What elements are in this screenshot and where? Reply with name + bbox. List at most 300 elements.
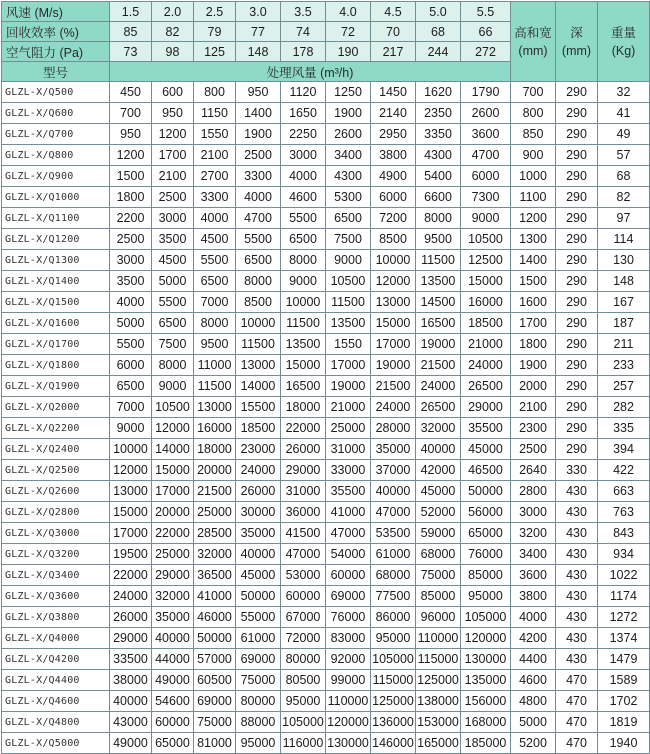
weight-cell: 1479	[598, 649, 650, 670]
airflow-cell: 950	[152, 103, 194, 124]
airflow-cell: 4500	[194, 229, 236, 250]
weight-cell: 1819	[598, 712, 650, 733]
airflow-cell: 53000	[281, 565, 326, 586]
airflow-cell: 17000	[371, 334, 416, 355]
resistance-cell: 272	[461, 42, 511, 62]
airflow-cell: 1250	[326, 82, 371, 103]
model-cell: GLZL-X/Q2500	[2, 460, 110, 481]
airflow-cell: 54600	[152, 691, 194, 712]
airflow-cell: 4000	[236, 187, 281, 208]
depth-cell: 290	[556, 187, 598, 208]
depth-cell: 290	[556, 313, 598, 334]
model-cell: GLZL-X/Q3000	[2, 523, 110, 544]
airflow-cell: 72000	[281, 628, 326, 649]
model-cell: GLZL-X/Q4200	[2, 649, 110, 670]
depth-cell: 290	[556, 124, 598, 145]
table-row	[2, 439, 650, 460]
airflow-cell: 60500	[194, 670, 236, 691]
resistance-cell: 244	[416, 42, 461, 62]
model-cell: GLZL-X/Q3800	[2, 607, 110, 628]
airflow-cell: 6500	[236, 250, 281, 271]
airflow-cell: 13000	[236, 355, 281, 376]
airflow-cell: 6500	[152, 313, 194, 334]
airflow-cell: 75000	[194, 712, 236, 733]
airflow-cell: 35000	[152, 607, 194, 628]
wind-speed-label: 风速 (M/s)	[2, 2, 110, 22]
depth-cell: 470	[556, 733, 598, 754]
airflow-cell: 15000	[371, 313, 416, 334]
airflow-cell: 80500	[281, 670, 326, 691]
airflow-cell: 2250	[281, 124, 326, 145]
depth-cell: 290	[556, 292, 598, 313]
airflow-cell: 18500	[236, 418, 281, 439]
table-row	[2, 124, 650, 145]
airflow-cell: 50000	[236, 586, 281, 607]
airflow-cell: 3000	[110, 250, 152, 271]
airflow-cell: 2100	[152, 166, 194, 187]
efficiency-cell: 85	[110, 22, 152, 42]
airflow-cell: 4300	[416, 145, 461, 166]
table-row	[2, 103, 650, 124]
depth-cell: 470	[556, 691, 598, 712]
height-width-cell: 4000	[511, 607, 556, 628]
airflow-cell: 4600	[281, 187, 326, 208]
wind-speed-cell: 5.5	[461, 2, 511, 22]
table-row	[2, 565, 650, 586]
airflow-cell: 26500	[461, 376, 511, 397]
airflow-cell: 10000	[281, 292, 326, 313]
airflow-cell: 26000	[110, 607, 152, 628]
airflow-cell: 36000	[281, 502, 326, 523]
airflow-cell: 2350	[416, 103, 461, 124]
model-cell: GLZL-X/Q500	[2, 82, 110, 103]
airflow-cell: 120000	[326, 712, 371, 733]
depth-cell: 290	[556, 271, 598, 292]
airflow-cell: 26000	[236, 481, 281, 502]
resistance-cell: 190	[326, 42, 371, 62]
height-width-cell: 2640	[511, 460, 556, 481]
efficiency-cell: 72	[326, 22, 371, 42]
resistance-cell: 217	[371, 42, 416, 62]
airflow-cell: 46000	[194, 607, 236, 628]
airflow-cell: 13000	[194, 397, 236, 418]
airflow-cell: 1150	[194, 103, 236, 124]
airflow-cell: 10500	[461, 229, 511, 250]
airflow-cell: 8500	[371, 229, 416, 250]
airflow-cell: 43000	[110, 712, 152, 733]
weight-header	[598, 2, 650, 82]
airflow-cell: 146000	[371, 733, 416, 754]
table-row	[2, 355, 650, 376]
model-cell: GLZL-X/Q4000	[2, 628, 110, 649]
depth-cell: 290	[556, 82, 598, 103]
wind-speed-cell: 2.5	[194, 2, 236, 22]
airflow-cell: 47000	[326, 523, 371, 544]
airflow-cell: 16500	[281, 376, 326, 397]
airflow-cell: 26000	[281, 439, 326, 460]
airflow-cell: 24000	[110, 586, 152, 607]
airflow-cell: 1200	[152, 124, 194, 145]
airflow-cell: 92000	[326, 649, 371, 670]
airflow-cell: 115000	[416, 649, 461, 670]
height-width-cell: 800	[511, 103, 556, 124]
depth-cell: 470	[556, 712, 598, 733]
airflow-cell: 33000	[326, 460, 371, 481]
airflow-cell: 17000	[152, 481, 194, 502]
airflow-cell: 138000	[416, 691, 461, 712]
airflow-cell: 15000	[152, 460, 194, 481]
wind-speed-cell: 4.5	[371, 2, 416, 22]
airflow-cell: 14500	[416, 292, 461, 313]
airflow-cell: 950	[110, 124, 152, 145]
airflow-cell: 6500	[194, 271, 236, 292]
airflow-cell: 41000	[326, 502, 371, 523]
table-row	[2, 733, 650, 754]
airflow-cell: 135000	[461, 670, 511, 691]
airflow-cell: 8000	[281, 250, 326, 271]
weight-cell: 167	[598, 292, 650, 313]
airflow-cell: 41000	[194, 586, 236, 607]
airflow-cell: 17000	[110, 523, 152, 544]
depth-cell: 290	[556, 355, 598, 376]
airflow-cell: 13000	[371, 292, 416, 313]
airflow-cell: 105000	[281, 712, 326, 733]
airflow-cell: 21000	[461, 334, 511, 355]
height-width-cell: 2000	[511, 376, 556, 397]
height-width-cell: 3000	[511, 502, 556, 523]
airflow-cell: 10500	[326, 271, 371, 292]
height-width-cell: 1300	[511, 229, 556, 250]
depth-cell: 330	[556, 460, 598, 481]
height-width-cell: 1700	[511, 313, 556, 334]
airflow-cell: 16500	[416, 313, 461, 334]
model-cell: GLZL-X/Q3400	[2, 565, 110, 586]
airflow-cell: 22000	[281, 418, 326, 439]
airflow-cell: 68000	[371, 565, 416, 586]
airflow-cell: 9000	[110, 418, 152, 439]
table-row	[2, 502, 650, 523]
airflow-cell: 3800	[371, 145, 416, 166]
weight-cell: 148	[598, 271, 650, 292]
airflow-cell: 81000	[194, 733, 236, 754]
airflow-cell: 11500	[194, 376, 236, 397]
airflow-cell: 5400	[416, 166, 461, 187]
weight-cell: 843	[598, 523, 650, 544]
model-cell: GLZL-X/Q700	[2, 124, 110, 145]
airflow-cell: 13500	[326, 313, 371, 334]
depth-cell: 430	[556, 628, 598, 649]
weight-cell: 282	[598, 397, 650, 418]
airflow-cell: 23000	[236, 439, 281, 460]
table-row	[2, 145, 650, 166]
airflow-cell: 19000	[326, 376, 371, 397]
weight-cell: 335	[598, 418, 650, 439]
airflow-cell: 9000	[152, 376, 194, 397]
airflow-cell: 10500	[152, 397, 194, 418]
height-width-cell: 4600	[511, 670, 556, 691]
airflow-cell: 600	[152, 82, 194, 103]
table-row	[2, 523, 650, 544]
airflow-cell: 85000	[461, 565, 511, 586]
model-cell: GLZL-X/Q4800	[2, 712, 110, 733]
airflow-cell: 32000	[194, 544, 236, 565]
airflow-cell: 10000	[110, 439, 152, 460]
airflow-cell: 40000	[110, 691, 152, 712]
airflow-cell: 5500	[281, 208, 326, 229]
airflow-cell: 1900	[236, 124, 281, 145]
airflow-cell: 7200	[371, 208, 416, 229]
weight-cell: 233	[598, 355, 650, 376]
efficiency-cell: 70	[371, 22, 416, 42]
airflow-cell: 76000	[326, 607, 371, 628]
airflow-cell: 12000	[371, 271, 416, 292]
table-row	[2, 271, 650, 292]
spec-table	[1, 1, 650, 754]
height-width-cell: 1900	[511, 355, 556, 376]
airflow-cell: 54000	[326, 544, 371, 565]
table-row	[2, 82, 650, 103]
airflow-cell: 18000	[194, 439, 236, 460]
model-cell: GLZL-X/Q5000	[2, 733, 110, 754]
airflow-cell: 12000	[152, 418, 194, 439]
airflow-cell: 17000	[326, 355, 371, 376]
depth-cell: 430	[556, 586, 598, 607]
airflow-cell: 2140	[371, 103, 416, 124]
model-cell: GLZL-X/Q900	[2, 166, 110, 187]
airflow-cell: 105000	[461, 607, 511, 628]
table-row	[2, 313, 650, 334]
depth-cell: 290	[556, 145, 598, 166]
airflow-cell: 9500	[194, 334, 236, 355]
efficiency-cell: 68	[416, 22, 461, 42]
height-width-cell: 1100	[511, 187, 556, 208]
airflow-cell: 46500	[461, 460, 511, 481]
model-cell: GLZL-X/Q1400	[2, 271, 110, 292]
model-header: 型号	[2, 62, 110, 82]
airflow-cell: 69000	[326, 586, 371, 607]
airflow-cell: 2500	[110, 229, 152, 250]
wind-speed-cell: 3.0	[236, 2, 281, 22]
airflow-cell: 15500	[236, 397, 281, 418]
airflow-cell: 4000	[194, 208, 236, 229]
airflow-cell: 185000	[461, 733, 511, 754]
depth-label: 深	[570, 25, 583, 40]
depth-cell: 430	[556, 565, 598, 586]
airflow-cell: 7500	[326, 229, 371, 250]
airflow-cell: 60000	[326, 565, 371, 586]
airflow-cell: 88000	[236, 712, 281, 733]
table-row	[2, 649, 650, 670]
airflow-cell: 53500	[371, 523, 416, 544]
airflow-cell: 3000	[281, 145, 326, 166]
depth-cell: 290	[556, 229, 598, 250]
airflow-cell: 5500	[152, 292, 194, 313]
table-row	[2, 397, 650, 418]
airflow-cell: 6500	[281, 229, 326, 250]
resistance-cell: 148	[236, 42, 281, 62]
airflow-cell: 153000	[416, 712, 461, 733]
wind-speed-cell: 1.5	[110, 2, 152, 22]
table-row	[2, 607, 650, 628]
airflow-cell: 80000	[281, 649, 326, 670]
airflow-cell: 2950	[371, 124, 416, 145]
depth-cell: 430	[556, 607, 598, 628]
resistance-label: 空气阻力 (Pa)	[2, 42, 110, 62]
airflow-cell: 4000	[281, 166, 326, 187]
airflow-cell: 4700	[236, 208, 281, 229]
height-width-cell: 3600	[511, 565, 556, 586]
model-cell: GLZL-X/Q3200	[2, 544, 110, 565]
airflow-cell: 4700	[461, 145, 511, 166]
depth-cell: 290	[556, 376, 598, 397]
airflow-cell: 38000	[110, 670, 152, 691]
depth-cell: 290	[556, 439, 598, 460]
model-cell: GLZL-X/Q2000	[2, 397, 110, 418]
depth-header	[556, 2, 598, 82]
height-width-cell: 900	[511, 145, 556, 166]
model-cell: GLZL-X/Q2200	[2, 418, 110, 439]
height-width-cell: 1500	[511, 271, 556, 292]
efficiency-cell: 74	[281, 22, 326, 42]
table-body	[2, 82, 650, 754]
airflow-cell: 9500	[416, 229, 461, 250]
weight-cell: 97	[598, 208, 650, 229]
depth-cell: 430	[556, 481, 598, 502]
weight-cell: 130	[598, 250, 650, 271]
airflow-cell: 37000	[371, 460, 416, 481]
airflow-cell: 11500	[236, 334, 281, 355]
airflow-cell: 13000	[110, 481, 152, 502]
weight-cell: 934	[598, 544, 650, 565]
airflow-cell: 61000	[371, 544, 416, 565]
height-width-unit: (mm)	[518, 43, 548, 58]
resistance-cell: 125	[194, 42, 236, 62]
airflow-cell: 21000	[326, 397, 371, 418]
airflow-cell: 57000	[194, 649, 236, 670]
weight-cell: 663	[598, 481, 650, 502]
airflow-cell: 3400	[326, 145, 371, 166]
airflow-cell: 50000	[461, 481, 511, 502]
airflow-cell: 7000	[110, 397, 152, 418]
airflow-cell: 15000	[281, 355, 326, 376]
table-row	[2, 628, 650, 649]
airflow-cell: 7000	[194, 292, 236, 313]
airflow-cell: 4000	[110, 292, 152, 313]
airflow-cell: 16000	[461, 292, 511, 313]
airflow-cell: 1550	[326, 334, 371, 355]
airflow-cell: 5500	[110, 334, 152, 355]
airflow-cell: 1200	[110, 145, 152, 166]
airflow-cell: 6000	[461, 166, 511, 187]
airflow-cell: 7500	[152, 334, 194, 355]
weight-cell: 49	[598, 124, 650, 145]
weight-cell: 257	[598, 376, 650, 397]
weight-cell: 1272	[598, 607, 650, 628]
wind-speed-cell: 5.0	[416, 2, 461, 22]
airflow-cell: 2500	[236, 145, 281, 166]
height-width-cell: 1200	[511, 208, 556, 229]
weight-cell: 1374	[598, 628, 650, 649]
efficiency-cell: 79	[194, 22, 236, 42]
airflow-cell: 24000	[416, 376, 461, 397]
airflow-cell: 7300	[461, 187, 511, 208]
airflow-cell: 40000	[152, 628, 194, 649]
table-row	[2, 250, 650, 271]
airflow-cell: 5000	[152, 271, 194, 292]
airflow-cell: 2100	[194, 145, 236, 166]
depth-unit: (mm)	[561, 43, 592, 58]
airflow-cell: 60000	[281, 586, 326, 607]
resistance-cell: 73	[110, 42, 152, 62]
airflow-cell: 116000	[281, 733, 326, 754]
airflow-cell: 24000	[371, 397, 416, 418]
airflow-cell: 42000	[416, 460, 461, 481]
airflow-cell: 11500	[326, 292, 371, 313]
airflow-cell: 95000	[236, 733, 281, 754]
weight-cell: 1702	[598, 691, 650, 712]
height-width-cell: 2300	[511, 418, 556, 439]
airflow-cell: 29000	[152, 565, 194, 586]
airflow-cell: 32000	[152, 586, 194, 607]
airflow-cell: 61000	[236, 628, 281, 649]
airflow-cell: 2200	[110, 208, 152, 229]
height-width-cell: 4200	[511, 628, 556, 649]
depth-cell: 290	[556, 166, 598, 187]
airflow-cell: 1700	[152, 145, 194, 166]
airflow-cell: 44000	[152, 649, 194, 670]
airflow-cell: 99000	[326, 670, 371, 691]
airflow-cell: 5300	[326, 187, 371, 208]
height-width-cell: 3800	[511, 586, 556, 607]
airflow-cell: 1790	[461, 82, 511, 103]
airflow-cell: 10000	[371, 250, 416, 271]
model-cell: GLZL-X/Q1600	[2, 313, 110, 334]
model-cell: GLZL-X/Q4600	[2, 691, 110, 712]
table-row	[2, 334, 650, 355]
table-row	[2, 544, 650, 565]
airflow-cell: 52000	[416, 502, 461, 523]
model-cell: GLZL-X/Q1100	[2, 208, 110, 229]
height-width-header	[511, 2, 556, 82]
airflow-cell: 950	[236, 82, 281, 103]
airflow-cell: 16000	[194, 418, 236, 439]
height-width-label: 高和宽	[514, 25, 552, 40]
airflow-cell: 120000	[461, 628, 511, 649]
model-cell: GLZL-X/Q1700	[2, 334, 110, 355]
airflow-cell: 1450	[371, 82, 416, 103]
airflow-cell: 31000	[326, 439, 371, 460]
weight-cell: 1940	[598, 733, 650, 754]
airflow-cell: 68000	[416, 544, 461, 565]
airflow-cell: 75000	[416, 565, 461, 586]
weight-cell: 187	[598, 313, 650, 334]
weight-cell: 211	[598, 334, 650, 355]
airflow-cell: 30000	[236, 502, 281, 523]
airflow-cell: 2600	[326, 124, 371, 145]
airflow-cell: 2600	[461, 103, 511, 124]
airflow-cell: 1400	[236, 103, 281, 124]
depth-cell: 430	[556, 523, 598, 544]
airflow-cell: 9000	[326, 250, 371, 271]
airflow-cell: 105000	[371, 649, 416, 670]
airflow-cell: 3350	[416, 124, 461, 145]
airflow-cell: 6000	[110, 355, 152, 376]
airflow-cell: 49000	[110, 733, 152, 754]
table-row	[2, 670, 650, 691]
weight-cell: 422	[598, 460, 650, 481]
airflow-cell: 65000	[152, 733, 194, 754]
model-cell: GLZL-X/Q1900	[2, 376, 110, 397]
